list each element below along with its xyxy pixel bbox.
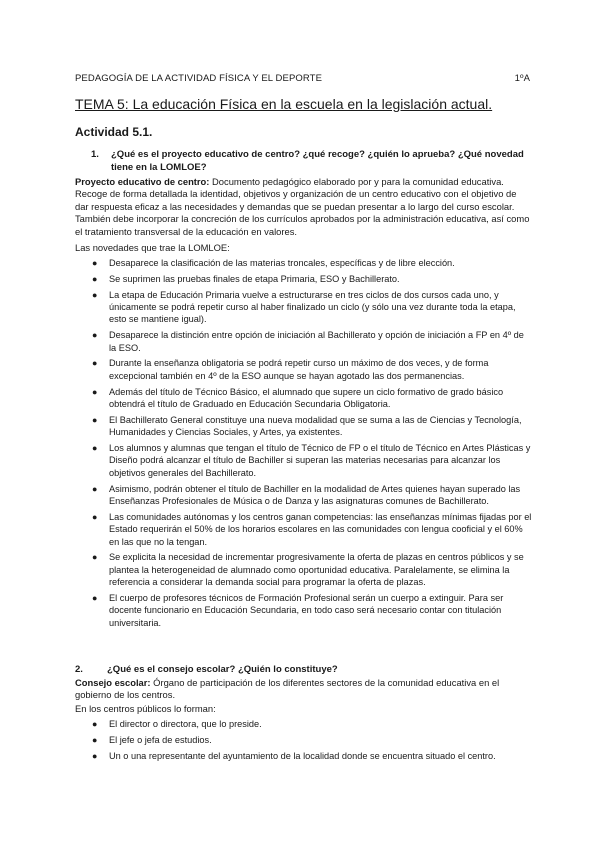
bullet-icon: ● bbox=[92, 750, 98, 761]
bullet-icon: ● bbox=[92, 358, 98, 369]
activity-heading: Actividad 5.1. bbox=[75, 125, 153, 139]
list-item-text: El jefe o jefa de estudios. bbox=[109, 734, 212, 745]
bullet-icon: ● bbox=[92, 258, 98, 268]
list-item-text: Se explicita la necesidad de incrementar progresivamente la oferta de plazas en centros públicos y se plantea la heterogeneidad de alumnado como oportunidad educativa. Paralelamente, se elimina la referencia a considerar la demanda social para programar la oferta de plazas. bbox=[109, 552, 524, 588]
course-label: 1ºA bbox=[514, 73, 530, 84]
bullet-icon: ● bbox=[92, 443, 98, 454]
list-item-text: El director o directora, que lo preside. bbox=[109, 719, 262, 729]
list-item bbox=[92, 357, 532, 382]
question-1-number: 1. bbox=[91, 149, 99, 160]
bullet-icon: ● bbox=[92, 289, 98, 300]
page-header bbox=[75, 73, 530, 84]
list-item-text: Un o una representante del ayuntamiento de la localidad donde se encuentra situado el centro. bbox=[109, 750, 496, 761]
list-item bbox=[92, 511, 532, 548]
answer-1-definition-text: Documento pedagógico elaborado por y para la comunidad educativa. Recoge de forma detallada la identidad, objetivos y organización de un centro educativo con el objetivo de dar respuesta eficaz a las necesidades y demandas que se puedan presentar a lo largo del curso escolar. También debe incorporar la concreción de los currículos aprobados por la administración educativa, así como el tratamiento transversal de la educación en valores. bbox=[75, 176, 530, 237]
list-item-text: El Bachillerato General constituye una nueva modalidad que se suma a las de Ciencias y Tecnología, Humanidades y Ciencias Sociales, y Artes, ya existentes. bbox=[109, 414, 522, 438]
document-title: TEMA 5: La educación Física en la escuela en la legislación actual. bbox=[75, 96, 493, 112]
bullet-icon: ● bbox=[92, 719, 98, 729]
list-item-text: Desaparece la distinción entre opción de iniciación al Bachillerato y opción de iniciación a FP en 4º de la ESO. bbox=[109, 330, 524, 353]
list-item-text: Se suprimen las pruebas finales de etapa Primaria, ESO y Bachillerato. bbox=[109, 273, 400, 284]
answer-2-definition bbox=[75, 677, 530, 702]
bullet-icon: ● bbox=[92, 552, 98, 563]
bullet-icon: ● bbox=[92, 734, 98, 745]
answer-1-definition bbox=[75, 176, 530, 238]
list-item bbox=[92, 750, 532, 762]
members-list bbox=[92, 718, 532, 765]
list-item bbox=[92, 273, 532, 285]
question-1-text: ¿Qué es el proyecto educativo de centro? ¿qué recoge? ¿quién lo aprueba? ¿Qué novedad tiene en la LOMLOE? bbox=[111, 149, 524, 173]
answer-2-term: Consejo escolar: bbox=[75, 677, 151, 688]
list-item bbox=[92, 289, 532, 326]
list-item-text: Las comunidades autónomas y los centros ganan competencias: las enseñanzas mínimas fijadas por el Estado requerirán el 50% de los horarios escolares en las comunidades con lengua cooficial y el 60% en las que no la tengan. bbox=[109, 511, 532, 547]
list-item bbox=[92, 718, 532, 730]
list-item-text: Además del título de Técnico Básico, el alumnado que supere un ciclo formativo de grado básico obtendrá el título de Graduado en Educación Secundaria Obligatoria. bbox=[109, 386, 504, 410]
bullet-icon: ● bbox=[92, 386, 98, 397]
list-item bbox=[92, 386, 532, 411]
bullet-icon: ● bbox=[92, 273, 98, 284]
list-item bbox=[92, 414, 532, 439]
question-2-text: ¿Qué es el consejo escolar? ¿Quién lo constituye? bbox=[107, 664, 338, 675]
list-item bbox=[92, 257, 532, 269]
answer-2-definition-text: Órgano de participación de los diferentes sectores de la comunidad educativa en el gobierno de los centros. bbox=[75, 677, 500, 701]
list-item bbox=[92, 442, 532, 479]
list-item-text: Los alumnos y alumnas que tengan el título de Técnico de FP o el título de Técnico en Artes Plásticas y Diseño podrá alcanzar el título de Bachiller si superan las materias necesarias para alcanzar los objetivos generales del Bachillerato. bbox=[109, 443, 531, 478]
bullet-icon: ● bbox=[92, 330, 98, 341]
list-item-text: Asimismo, podrán obtener el título de Bachiller en la modalidad de Artes quienes hayan superado las Enseñanzas Profesionales de Música o de Danza y las asignaturas comunes de Bachillerato. bbox=[109, 483, 521, 507]
list-item bbox=[92, 592, 532, 629]
list-item bbox=[92, 551, 532, 588]
list-item-text: Durante la enseñanza obligatoria se podrá repetir curso un máximo de dos veces, y de forma excepcional también en 4º de la ESO aunque se hayan agotado las dos permanencias. bbox=[109, 358, 489, 381]
members-intro: En los centros públicos lo forman: bbox=[75, 703, 216, 714]
answer-1-term: Proyecto educativo de centro: bbox=[75, 176, 210, 187]
list-item-text: El cuerpo de profesores técnicos de Formación Profesional serán un cuerpo a extinguir. Para ser docente funcionario en Educación Secundaria, en todo caso será necesario contar con titulación universitaria. bbox=[109, 593, 504, 628]
list-item-text: La etapa de Educación Primaria vuelve a estructurarse en tres ciclos de dos cursos cada uno, y únicamente se podrá repetir curso al haber finalizado un ciclo (y sólo una vez durante toda la etapa, esto se mantiene igual). bbox=[109, 289, 516, 325]
list-item bbox=[92, 734, 532, 746]
bullet-icon: ● bbox=[92, 593, 98, 604]
subject-label: PEDAGOGÍA DE LA ACTIVIDAD FÍSICA Y EL DEPORTE bbox=[75, 73, 323, 84]
list-item bbox=[92, 329, 532, 354]
bullet-icon: ● bbox=[92, 483, 98, 494]
bullet-icon: ● bbox=[92, 414, 98, 425]
bullet-icon: ● bbox=[92, 511, 98, 522]
question-2-number: 2. bbox=[75, 664, 83, 675]
list-item-text: Desaparece la clasificación de las materias troncales, específicas y de libre elección. bbox=[109, 258, 455, 268]
list-item bbox=[92, 483, 532, 508]
novelties-list bbox=[92, 257, 532, 633]
novelties-intro: Las novedades que trae la LOMLOE: bbox=[75, 242, 230, 253]
